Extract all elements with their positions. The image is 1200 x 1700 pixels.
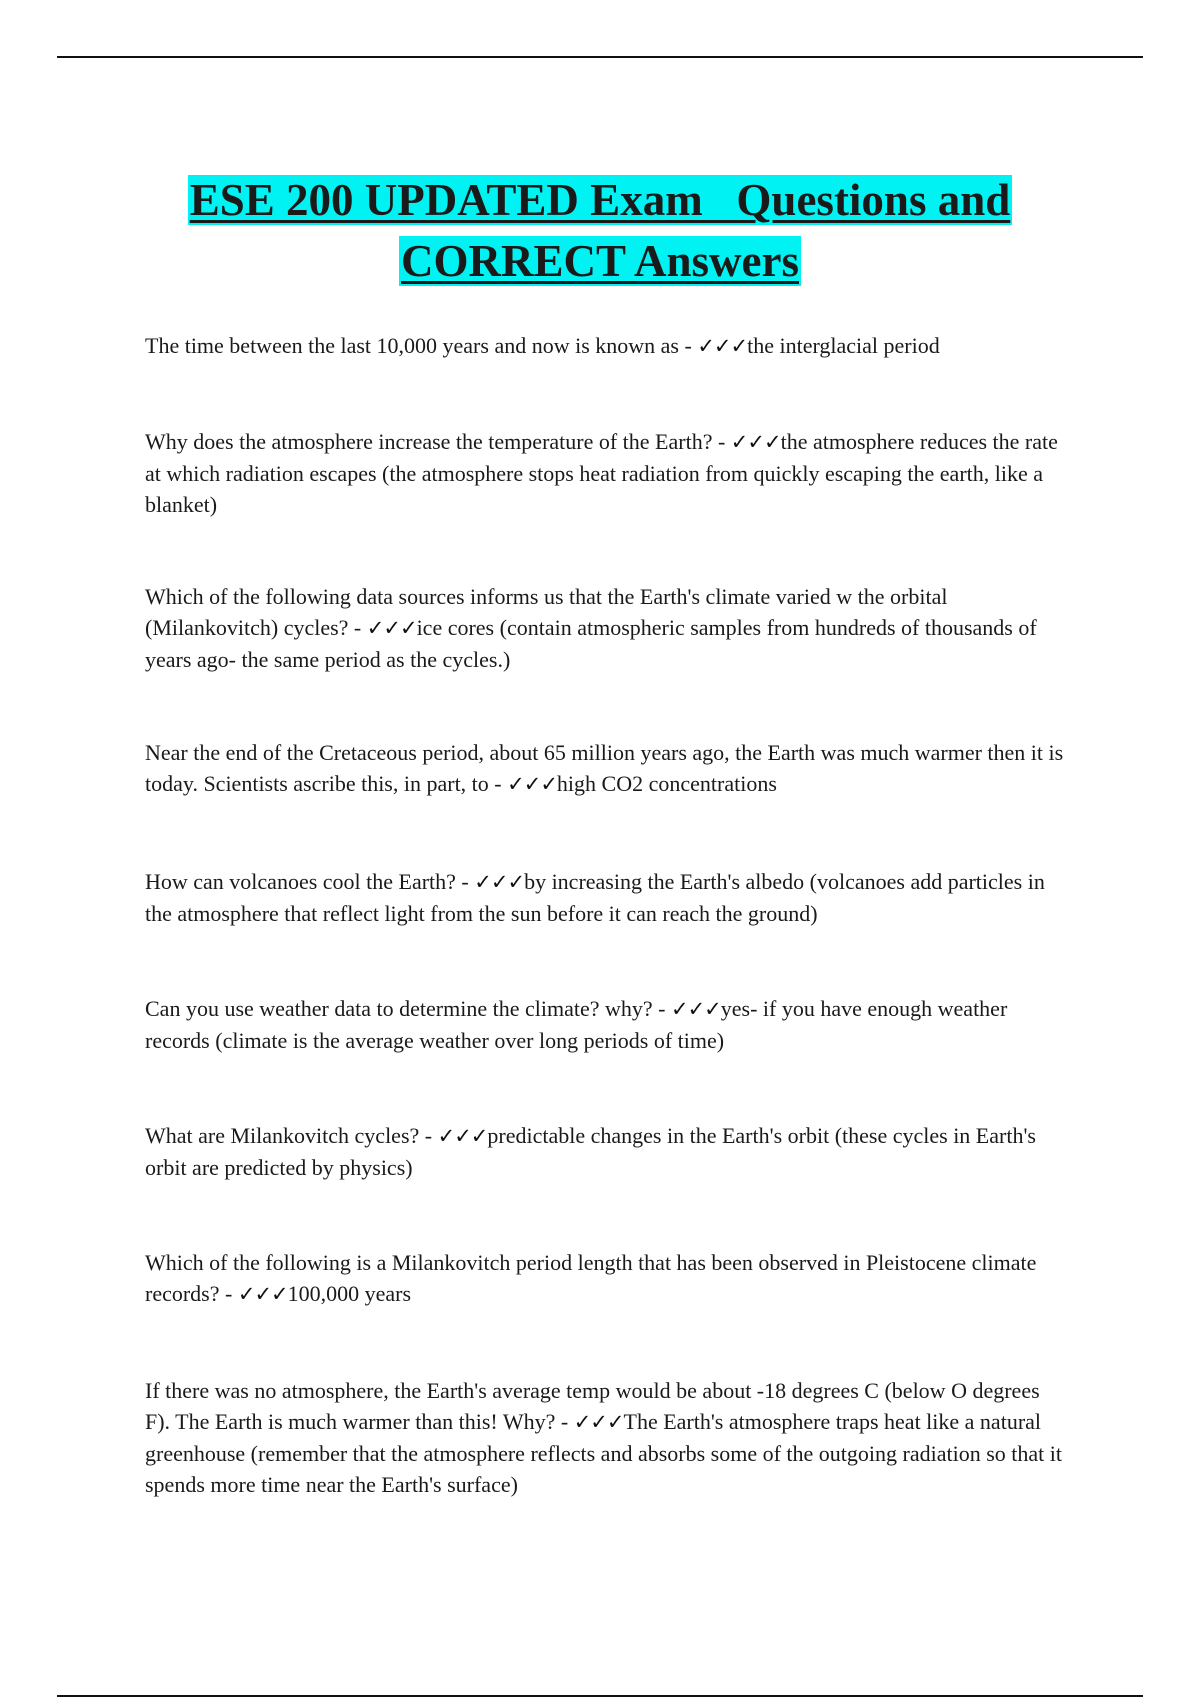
question-text: Near the end of the Cretaceous period, about 65 million years ago, the Earth was much warmer then it is today. Scientists ascribe this, in part, to - [145, 740, 1064, 796]
title-line-1: ESE 200 UPDATED Exam Questions and [189, 175, 1011, 226]
check-marks-icon: ✓✓✓ [730, 430, 781, 454]
check-marks-icon: ✓✓✓ [237, 1282, 288, 1306]
title-line-2: CORRECT Answers [401, 236, 799, 287]
answer-text: by increasing the Earth's albedo (volcanoes add particles in the atmosphere that reflect light from the sun before it can reach the ground) [145, 869, 1045, 926]
check-marks-icon: ✓✓✓ [697, 334, 748, 358]
question-text: The time between the last 10,000 years and now is known as - [145, 333, 698, 358]
qa-item-2 [145, 426, 1065, 520]
check-marks-icon: ✓✓✓ [670, 997, 721, 1021]
question-text: What are Milankovitch cycles? - [145, 1123, 438, 1148]
qa-item-6 [145, 993, 1065, 1056]
qa-item-7 [145, 1120, 1065, 1183]
check-marks-icon: ✓✓✓ [573, 1410, 624, 1434]
top-rule [57, 56, 1143, 58]
question-text: If there was no atmosphere, the Earth's average temp would be about -18 degrees C (below O degrees F). The Earth is much warmer than this! Why? - [145, 1378, 1040, 1434]
question-text: Why does the atmosphere increase the temperature of the Earth? - [145, 429, 731, 454]
answer-text: ice cores (contain atmospheric samples from hundreds of thousands of years ago- the same period as the cycles.) [145, 615, 1037, 672]
bottom-rule [57, 1695, 1143, 1697]
check-marks-icon: ✓✓✓ [437, 1124, 488, 1148]
qa-item-1 [145, 330, 1065, 362]
check-marks-icon: ✓✓✓ [474, 870, 525, 894]
question-text: How can volcanoes cool the Earth? - [145, 869, 475, 894]
qa-item-9 [145, 1375, 1065, 1500]
answer-text: The Earth's atmosphere traps heat like a natural greenhouse (remember that the atmosphere reflects and absorbs some of the outgoing radiation so that it spends more time near the Earth's surface) [145, 1409, 1062, 1497]
answer-text: the atmosphere reduces the rate at which radiation escapes (the atmosphere stops heat radiation from quickly escaping the earth, like a blanket) [145, 429, 1058, 517]
qa-item-3 [145, 581, 1065, 675]
answer-text: 100,000 years [287, 1281, 412, 1306]
answer-text: yes- if you have enough weather records (climate is the average weather over long periods of time) [145, 996, 1008, 1053]
qa-item-4 [145, 737, 1065, 800]
answer-text: the interglacial period [747, 333, 940, 358]
question-text: Which of the following data sources informs us that the Earth's climate varied w the orbital (Milankovitch) cycles? - [145, 584, 948, 640]
question-text: Which of the following is a Milankovitch period length that has been observed in Pleistocene climate records? - [145, 1250, 1037, 1306]
check-marks-icon: ✓✓✓ [366, 616, 417, 640]
qa-item-5 [145, 866, 1065, 929]
answer-text: high CO2 concentrations [556, 771, 777, 796]
check-marks-icon: ✓✓✓ [507, 772, 557, 796]
question-text: Can you use weather data to determine the climate? why? - [145, 996, 671, 1021]
qa-item-8 [145, 1247, 1065, 1310]
answer-text: predictable changes in the Earth's orbit (these cycles in Earth's orbit are predicted by physics) [145, 1123, 1036, 1180]
document-title [0, 170, 1200, 292]
